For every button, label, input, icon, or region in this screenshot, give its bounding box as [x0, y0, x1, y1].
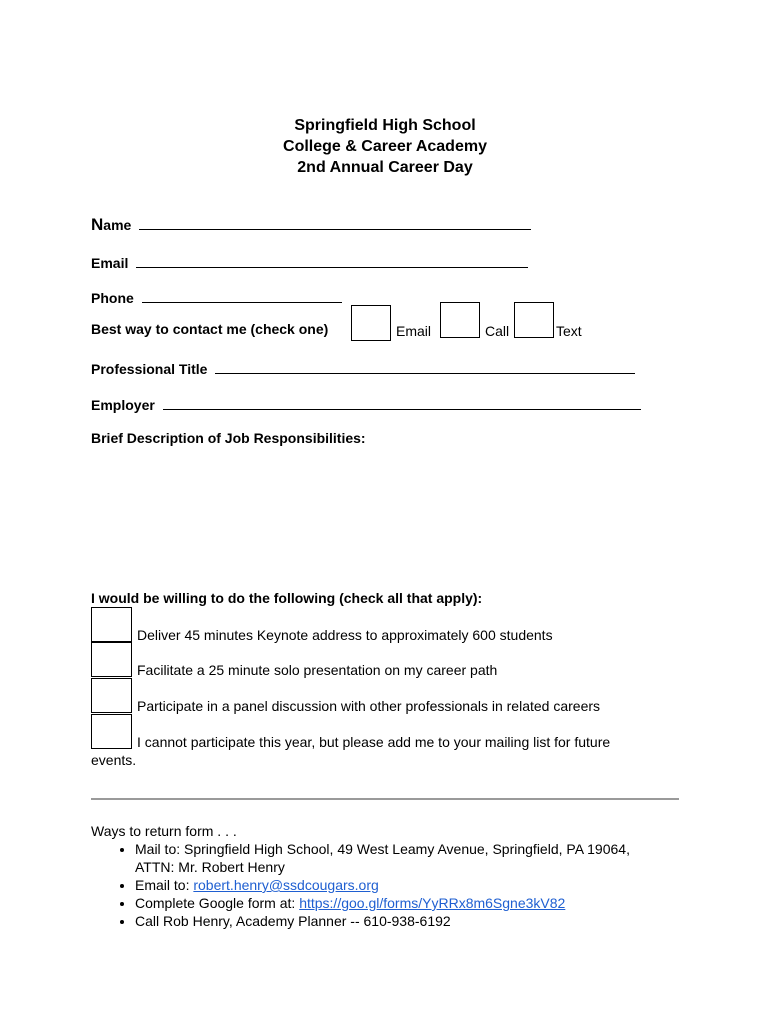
keynote-checkbox[interactable]	[91, 607, 132, 642]
name-label: ame	[103, 217, 132, 233]
phone-label: Phone	[91, 290, 134, 306]
return-intro: Ways to return form . . .	[91, 823, 237, 839]
contact-text-label: Text	[556, 323, 582, 339]
name-label-initial: N	[91, 215, 104, 234]
contact-preference-label: Best way to contact me (check one)	[91, 321, 329, 337]
mailing-list-checkbox[interactable]	[91, 714, 132, 749]
event-name: 2nd Annual Career Day	[297, 159, 473, 176]
contact-email-label: Email	[396, 323, 432, 339]
professional-title-input-line[interactable]	[215, 359, 635, 374]
employer-field	[91, 395, 641, 413]
school-name: Springfield High School	[294, 117, 476, 134]
job-description-label: Brief Description of Job Responsibilities:	[91, 430, 366, 446]
return-google-prefix: Complete Google form at:	[135, 895, 300, 911]
return-instructions	[91, 822, 691, 930]
return-mail-item	[135, 840, 691, 876]
panel-label: Participate in a panel discussion with other professionals in related careers	[137, 698, 601, 714]
panel-checkbox[interactable]	[91, 678, 132, 713]
name-field	[91, 215, 531, 235]
email-input-line[interactable]	[136, 253, 528, 268]
contact-call-label: Call	[485, 323, 510, 339]
return-methods-list	[91, 840, 691, 930]
return-call-item	[135, 912, 691, 930]
employer-input-line[interactable]	[163, 395, 641, 410]
phone-input-line[interactable]	[142, 288, 342, 303]
contact-email-checkbox[interactable]	[351, 305, 391, 341]
contact-text-checkbox[interactable]	[514, 302, 554, 338]
return-mail-line1: Mail to: Springfield High School, 49 West Leamy Avenue, Springfield, PA 19064,	[135, 841, 630, 857]
contact-call-checkbox[interactable]	[440, 302, 480, 338]
email-label: Email	[91, 255, 129, 271]
section-divider	[91, 798, 679, 800]
google-form-link[interactable]: https://goo.gl/forms/YyRRx8m6Sgne3kV82	[299, 895, 566, 911]
solo-presentation-label: Facilitate a 25 minute solo presentation on my career path	[137, 662, 498, 678]
academy-name: College & Career Academy	[283, 138, 487, 155]
return-email-item	[135, 876, 691, 894]
email-field	[91, 253, 528, 271]
job-description-field	[91, 430, 366, 446]
mailing-list-label: I cannot participate this year, but please add me to your mailing list for future	[137, 734, 611, 750]
return-google-item	[135, 894, 691, 912]
contact-preference-row	[91, 321, 328, 337]
professional-title-field	[91, 359, 635, 377]
mailing-list-label-continuation: events.	[91, 752, 137, 768]
return-email-prefix: Email to:	[135, 877, 194, 893]
email-link[interactable]: robert.henry@ssdcougars.org	[193, 877, 379, 893]
solo-presentation-checkbox[interactable]	[91, 642, 132, 677]
phone-field	[91, 288, 342, 306]
keynote-label: Deliver 45 minutes Keynote address to approximately 600 students	[137, 627, 553, 643]
name-input-line[interactable]	[139, 215, 531, 230]
willing-heading: I would be willing to do the following (check all that apply):	[91, 590, 483, 606]
professional-title-label: Professional Title	[91, 361, 208, 377]
return-mail-line2: ATTN: Mr. Robert Henry	[135, 859, 285, 875]
form-header	[0, 115, 770, 178]
employer-label: Employer	[91, 397, 155, 413]
return-call-text: Call Rob Henry, Academy Planner -- 610-938-6192	[135, 913, 451, 929]
